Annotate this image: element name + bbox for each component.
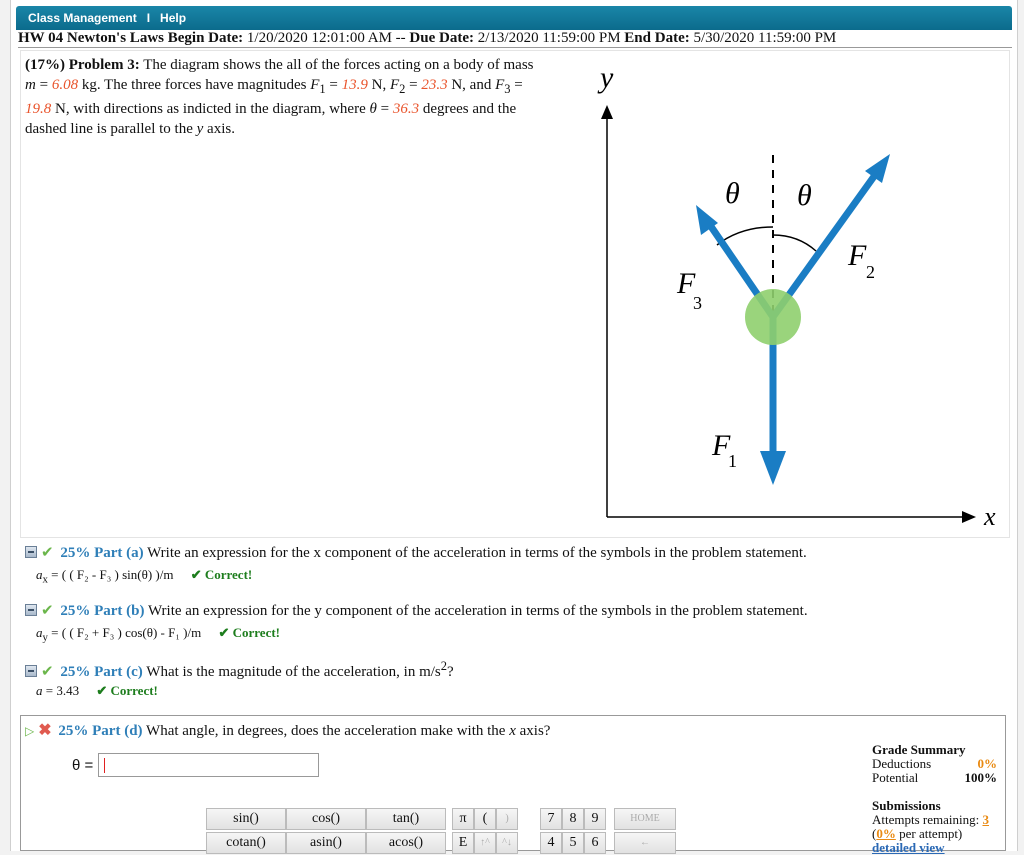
part-a-header	[25, 543, 807, 562]
per-attempt-value: 0%	[876, 826, 896, 841]
part-d-question: What angle, in degrees, does the acceleration make with the	[146, 723, 506, 739]
open-paren-button[interactable]: (	[474, 808, 496, 830]
f2-subscript: 2	[866, 262, 875, 282]
digit-8-button[interactable]: 8	[562, 808, 584, 830]
y-symbol: y	[196, 121, 204, 137]
e-button[interactable]: E	[452, 832, 474, 854]
collapse-icon[interactable]	[25, 604, 37, 616]
part-c-answer-expr: = 3.43	[45, 683, 80, 698]
assignment-header	[18, 28, 1012, 48]
theta-value: 36.3	[392, 101, 420, 117]
problem-text-1: The diagram shows the all of the forces acting on a body of mass	[143, 57, 534, 73]
equals: =	[409, 77, 418, 93]
f3-value: 19.8	[25, 101, 52, 117]
f1-label: F	[712, 429, 731, 462]
tan-button[interactable]: tan()	[366, 808, 446, 830]
f3-label: F	[677, 267, 696, 300]
end-date-value: 5/30/2020 11:59:00 PM	[693, 30, 837, 46]
f2-value: 23.3	[421, 77, 448, 93]
class-management-link[interactable]: Class Management	[28, 11, 137, 25]
part-c-question: What is the magnitude of the acceleration, in m/s	[146, 664, 441, 680]
equals: =	[329, 77, 338, 93]
problem-text-2: kg. The three forces have magnitudes	[81, 77, 307, 93]
theta-answer-input[interactable]	[98, 753, 319, 777]
equals: =	[514, 77, 523, 93]
potential-label: Potential	[872, 770, 919, 785]
top-nav-bar	[16, 6, 1012, 30]
f1-symbol: F	[310, 77, 320, 93]
part-d-question-var: x	[509, 723, 516, 739]
theta-symbol: θ	[369, 101, 377, 117]
digit-9-button[interactable]: 9	[584, 808, 606, 830]
answer-sub: y	[42, 631, 48, 644]
theta-label-right: θ	[797, 179, 812, 212]
problem-text-5: dashed line is parallel to the	[25, 121, 193, 137]
part-c-name: Part (c)	[94, 664, 143, 680]
collapse-icon[interactable]	[25, 665, 37, 677]
f3-symbol: F	[495, 77, 505, 93]
part-b-percent: 25%	[60, 603, 91, 619]
part-c-question-end: ?	[447, 664, 454, 680]
acos-button[interactable]: acos()	[366, 832, 446, 854]
potential-value: 100%	[964, 770, 997, 785]
answer-var: a	[36, 683, 43, 698]
begin-date-label: Begin Date:	[167, 30, 244, 46]
end-date-label: End Date:	[624, 30, 690, 46]
check-icon: ✔	[41, 603, 54, 619]
problem-statement: (17%) Problem 3: The diagram shows the all of the forces acting on a body of mass m = 6.08 kg. The three forces have magnitudes $F_1 = 13.9$ N, $F_2 = 23.3$ N, and $F_3$ = 19.8 N, with directions as indicted in the diagram, where θ = 36.3 degrees and the dashed line is parallel to the y axis.	[25, 57, 534, 137]
asin-button[interactable]: asin()	[286, 832, 366, 854]
assignment-title: HW 04 Newton's Laws	[18, 30, 164, 46]
help-link[interactable]: Help	[160, 11, 187, 25]
per-attempt-open: (	[872, 826, 877, 841]
deductions-row	[872, 757, 997, 771]
mass-value: 6.08	[51, 77, 79, 93]
pi-button[interactable]: π	[452, 808, 474, 830]
y-axis-label: y	[600, 61, 614, 94]
due-date-value: 2/13/2020 11:59:00 PM	[477, 30, 621, 46]
nav-separator: I	[146, 11, 151, 25]
force-diagram	[580, 55, 1010, 530]
superscript-down-button[interactable]: ^↓	[496, 832, 518, 854]
collapse-icon[interactable]	[25, 546, 37, 558]
part-b-answer-expr: = ( ( F₂ + F₃ ) cos(θ) - F₁ )/m	[51, 625, 202, 640]
part-a-status: ✔ Correct!	[190, 567, 253, 582]
y-axis-arrow-icon	[601, 105, 613, 119]
equals: =	[39, 77, 49, 93]
part-c-percent: 25%	[60, 664, 91, 680]
theta-input-label: θ =	[72, 757, 94, 774]
backspace-button[interactable]: ←	[614, 832, 676, 854]
answer-var: a	[36, 567, 43, 582]
digit-7-button[interactable]: 7	[540, 808, 562, 830]
part-d-header	[25, 720, 550, 740]
part-d-question-end: axis?	[519, 723, 551, 739]
body-mass-circle	[745, 289, 801, 345]
due-date-label: Due Date:	[409, 30, 474, 46]
check-icon: ✔	[41, 664, 54, 680]
theta-arc-right	[773, 235, 816, 251]
unit-n-and: N, and	[451, 77, 492, 93]
problem-weight: (17%)	[25, 57, 65, 73]
deductions-value: 0%	[977, 756, 997, 771]
begin-date-value: 1/20/2020 12:01:00 AM	[246, 30, 392, 46]
f2-label: F	[848, 239, 867, 272]
superscript-up-button[interactable]: ↑^	[474, 832, 496, 854]
part-a-answer-expr: = ( ( F₂ - F₃ ) sin(θ) )/m	[51, 567, 174, 582]
grade-summary-title: Grade Summary	[872, 742, 966, 757]
cotan-button[interactable]: cotan()	[206, 832, 286, 854]
cos-button[interactable]: cos()	[286, 808, 366, 830]
close-paren-button[interactable]: )	[496, 808, 518, 830]
part-b-question: Write an expression for the y component of the acceleration in terms of the symbols in the problem statement.	[147, 603, 808, 619]
x-mark-icon: ✖	[38, 722, 52, 739]
answer-var: a	[36, 625, 43, 640]
digit-6-button[interactable]: 6	[584, 832, 606, 854]
problem-text-3: N, with directions as indicted in the diagram, where	[55, 101, 366, 117]
part-d-name: Part (d)	[92, 723, 143, 739]
home-button[interactable]: HOME	[614, 808, 676, 830]
per-attempt-row	[872, 827, 997, 841]
part-c-answer	[36, 683, 158, 699]
part-b-status: ✔ Correct!	[218, 625, 281, 640]
attempts-row	[872, 813, 997, 827]
date-dash: --	[395, 30, 406, 46]
submissions-title: Submissions	[872, 798, 941, 813]
part-a-answer	[36, 567, 252, 586]
part-a-question: Write an expression for the x component of the acceleration in terms of the symbols in the problem statement.	[147, 545, 807, 561]
equals: =	[380, 101, 390, 117]
unit-n: N,	[371, 77, 387, 93]
problem-text-6: axis.	[207, 121, 235, 137]
play-icon: ▷	[25, 724, 35, 738]
part-c-question-sup: 2	[440, 659, 448, 673]
grade-summary	[872, 743, 997, 855]
check-icon: ✔	[41, 545, 54, 561]
potential-row	[872, 771, 997, 785]
part-a-percent: 25%	[60, 545, 91, 561]
x-axis-label: x	[984, 502, 996, 530]
part-d-percent: 25%	[58, 723, 89, 739]
answer-sub: x	[42, 573, 48, 586]
per-attempt-label: per attempt)	[899, 826, 963, 841]
force-f1-arrowhead-icon	[760, 451, 786, 485]
problem-label: Problem 3:	[68, 57, 140, 73]
f2-symbol: F	[389, 77, 400, 93]
text-caret	[104, 758, 105, 773]
f3-subscript: 3	[693, 293, 702, 313]
part-b-header	[25, 601, 808, 620]
detailed-view-link[interactable]: detailed view	[872, 840, 945, 855]
x-axis-arrow-icon	[962, 511, 976, 523]
digit-5-button[interactable]: 5	[562, 832, 584, 854]
part-c-header	[25, 659, 454, 681]
mass-symbol: m	[25, 77, 36, 93]
problem-text-4: degrees and the	[422, 101, 517, 117]
part-c-status: ✔ Correct!	[96, 683, 158, 698]
theta-label-left: θ	[725, 177, 740, 210]
f1-value: 13.9	[341, 77, 368, 93]
part-a-name: Part (a)	[94, 545, 144, 561]
deductions-label: Deductions	[872, 756, 932, 771]
part-b-answer	[36, 625, 280, 644]
attempts-value: 3	[982, 812, 989, 827]
sin-button[interactable]: sin()	[206, 808, 286, 830]
f1-subscript: 1	[728, 451, 737, 471]
digit-4-button[interactable]: 4	[540, 832, 562, 854]
part-b-name: Part (b)	[94, 603, 145, 619]
attempts-label: Attempts remaining:	[872, 812, 980, 827]
